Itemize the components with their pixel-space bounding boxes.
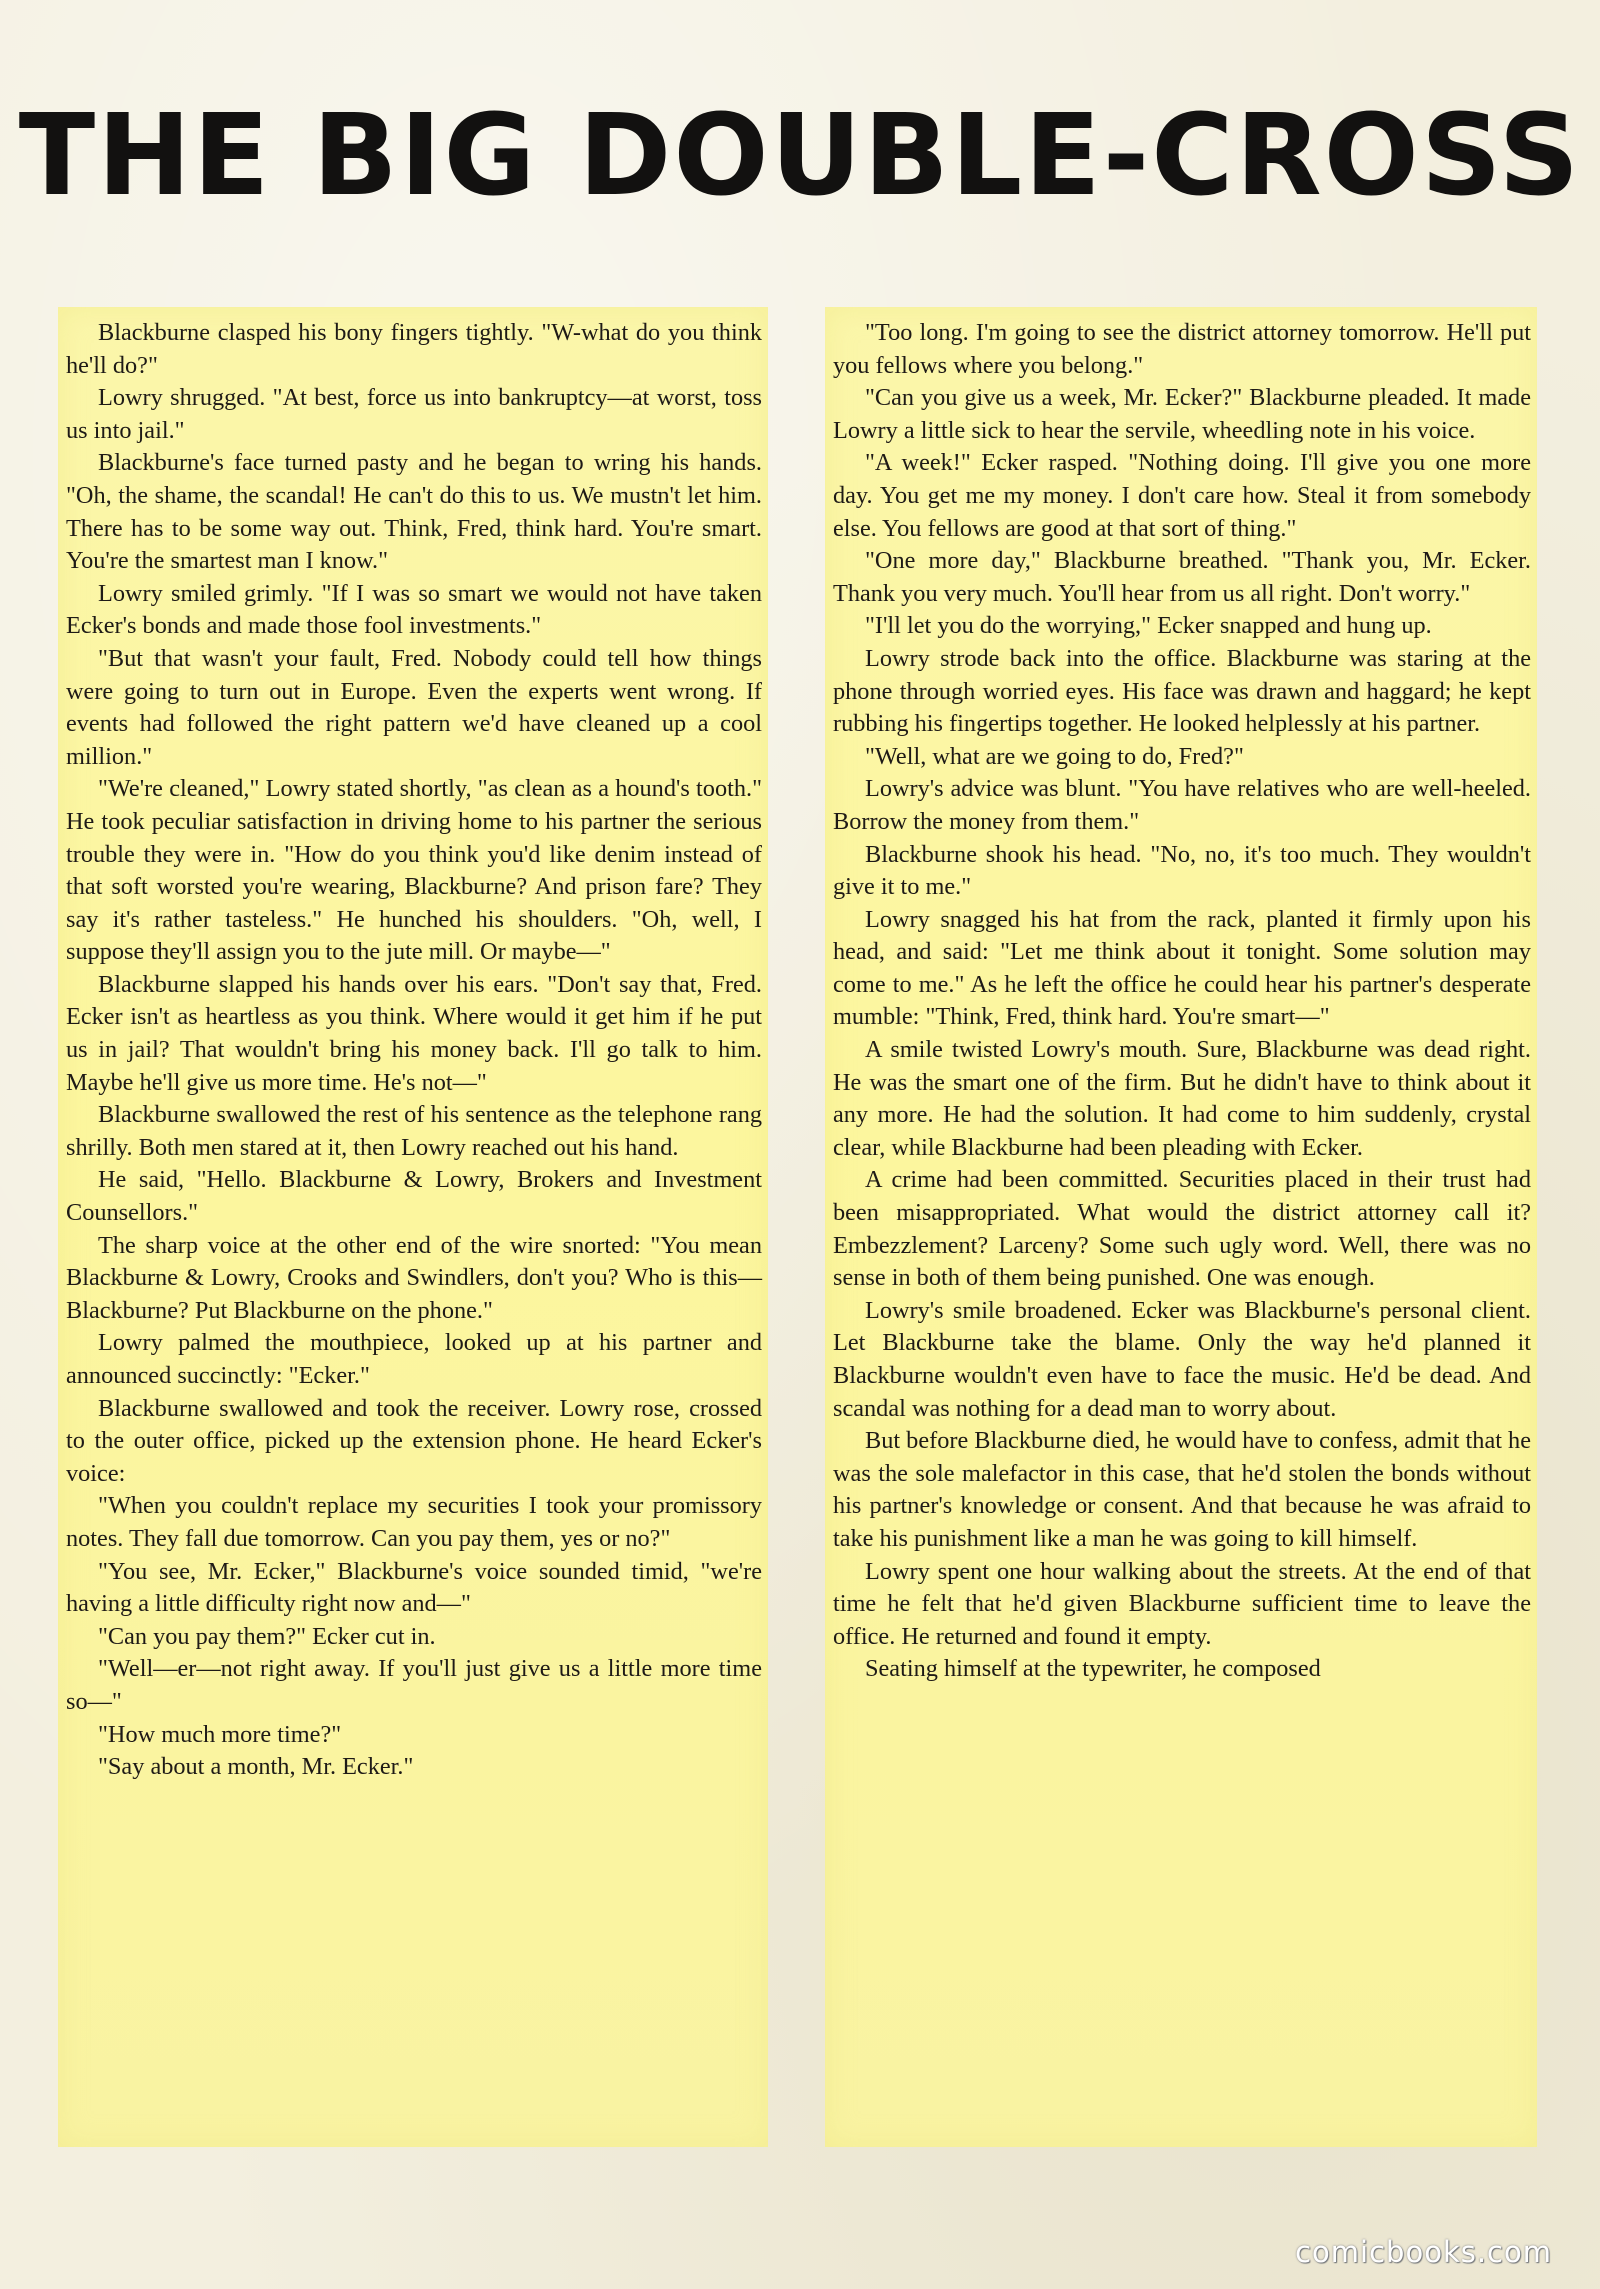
story-paragraph: He said, "Hello. Blackburne & Lowry, Brokers and Investment Counsellors." [66, 1166, 762, 1227]
story-paragraph: "When you couldn't replace my securities I took your promissory notes. They fall due tomorrow. Can you pay them, yes or no?" [66, 1492, 762, 1552]
left-column-text [66, 317, 762, 1784]
story-paragraph: Lowry snagged his hat from the rack, planted it firmly upon his head, and said: "Let me think about it tonight. Some solution may come to me." As he left the office he could hear his partner's desperate mumble: "Think, Fred, think hard. You're smart—" [833, 905, 1531, 1031]
story-paragraph: "Too long. I'm going to see the district attorney tomorrow. He'll put you fellows where you belong." [833, 319, 1531, 379]
story-paragraph: Lowry strode back into the office. Blackburne was staring at the phone through worried eyes. His face was drawn and haggard; he kept rubbing his fingertips together. He looked helplessly at his partner. [833, 644, 1531, 738]
story-paragraph: Blackburne slapped his hands over his ears. "Don't say that, Fred. Ecker isn't as heartless as you think. Where would it get him if he put us in jail? That wouldn't bring his money back. I'll go talk to him. Maybe he'll give us more time. He's not—" [66, 970, 762, 1096]
story-paragraph: "We're cleaned," Lowry stated shortly, "as clean as a hound's tooth." He took peculiar satisfaction in driving home to his partner the serious trouble they were in. "How do you think you'd like denim instead of that soft worsted you're wearing, Blackburne? And prison fare? They say it's rather tasteless." He hunched his shoulders. "Oh, well, I suppose they'll assign you to the jute mill. Or maybe—" [66, 775, 762, 966]
story-paragraph: Lowry's advice was blunt. "You have relatives who are well-heeled. Borrow the money from them." [833, 775, 1531, 835]
story-paragraph: Lowry palmed the mouthpiece, looked up at his partner and announced succinctly: "Ecker." [66, 1329, 762, 1389]
story-paragraph: Blackburne swallowed and took the receiver. Lowry rose, crossed to the outer office, picked up the extension phone. He heard Ecker's voice: [66, 1394, 762, 1487]
story-paragraph: Blackburne shook his head. "No, no, it's too much. They wouldn't give it to me." [833, 840, 1531, 901]
story-title: THE BIG DOUBLE-CROSS [18, 91, 1582, 221]
story-paragraph: Lowry smiled grimly. "If I was so smart we would not have taken Ecker's bonds and made those fool investments." [66, 579, 762, 640]
story-paragraph: Lowry shrugged. "At best, force us into bankruptcy—at worst, toss us into jail." [66, 384, 762, 444]
story-paragraph: Blackburne clasped his bony fingers tightly. "W-what do you think he'll do?" [66, 319, 762, 379]
story-paragraph: "A week!" Ecker rasped. "Nothing doing. I'll give you one more day. You get me my money. I don't care how. Steal it from somebody else. You fellows are good at that sort of thing." [833, 449, 1531, 542]
right-text-column [825, 307, 1537, 2147]
story-paragraph: Blackburne swallowed the rest of his sentence as the telephone rang shrilly. Both men stared at it, then Lowry reached out his hand. [66, 1101, 762, 1161]
story-paragraph: Seating himself at the typewriter, he composed [865, 1655, 1321, 1683]
story-paragraph: The sharp voice at the other end of the wire snorted: "You mean Blackburne & Lowry, Crooks and Swindlers, don't you? Who is this—Blackburne? Put Blackburne on the phone." [66, 1231, 762, 1324]
story-paragraph: "Say about a month, Mr. Ecker." [98, 1753, 414, 1781]
story-paragraph: Lowry spent one hour walking about the streets. At the end of that time he felt that he'd given Blackburne sufficient time to leave the office. He returned and found it empty. [833, 1557, 1531, 1650]
story-paragraph: "Well—er—not right away. If you'll just give us a little more time so—" [66, 1655, 762, 1715]
story-paragraph: Lowry's smile broadened. Ecker was Blackburne's personal client. Let Blackburne take the blame. Only the way he'd planned it Blackburne wouldn't even have to face the music. He'd be dead. And scandal was nothing for a dead man to worry about. [833, 1296, 1531, 1422]
site-watermark: comicbooks.com [1295, 2235, 1552, 2269]
story-paragraph: "Well, what are we going to do, Fred?" [865, 742, 1244, 770]
left-text-column [58, 307, 768, 2147]
story-paragraph: But before Blackburne died, he would have to confess, admit that he was the sole malefactor in this case, that he'd stolen the bonds without his partner's knowledge or consent. And that because he was afraid to take his punishment like a man he was going to kill himself. [833, 1427, 1531, 1552]
story-paragraph: "Can you pay them?" Ecker cut in. [98, 1622, 436, 1650]
story-paragraph: "I'll let you do the worrying," Ecker snapped and hung up. [865, 612, 1432, 640]
story-paragraph: Blackburne's face turned pasty and he began to wring his hands. "Oh, the shame, the scandal! He can't do this to us. We mustn't let him. There has to be some way out. Think, Fred, think hard. You're smart. You're the smartest man I know." [66, 449, 762, 575]
story-paragraph: "How much more time?" [98, 1720, 342, 1748]
right-column-text [833, 317, 1531, 1686]
story-paragraph: "Can you give us a week, Mr. Ecker?" Blackburne pleaded. It made Lowry a little sick to hear the servile, wheedling note in his voice. [833, 384, 1531, 444]
story-paragraph: "But that wasn't your fault, Fred. Nobody could tell how things were going to turn out in Europe. Even the experts went wrong. If events had followed the right pattern we'd have cleaned up a cool million." [66, 644, 762, 770]
story-paragraph: A smile twisted Lowry's mouth. Sure, Blackburne was dead right. He was the smart one of the firm. But he didn't have to think about it any more. He had the solution. It had come to him suddenly, crystal clear, while Blackburne had been pleading with Ecker. [833, 1036, 1531, 1161]
story-paragraph: "One more day," Blackburne breathed. "Thank you, Mr. Ecker. Thank you very much. You'll hear from us all right. Don't worry." [833, 547, 1531, 607]
story-paragraph: A crime had been committed. Securities placed in their trust had been misappropriated. What would the district attorney call it? Embezzlement? Larceny? Some such ugly word. Well, there was no sense in both of them being punished. One was enough. [833, 1166, 1531, 1292]
story-paragraph: "You see, Mr. Ecker," Blackburne's voice sounded timid, "we're having a little difficulty right now and—" [66, 1557, 762, 1618]
